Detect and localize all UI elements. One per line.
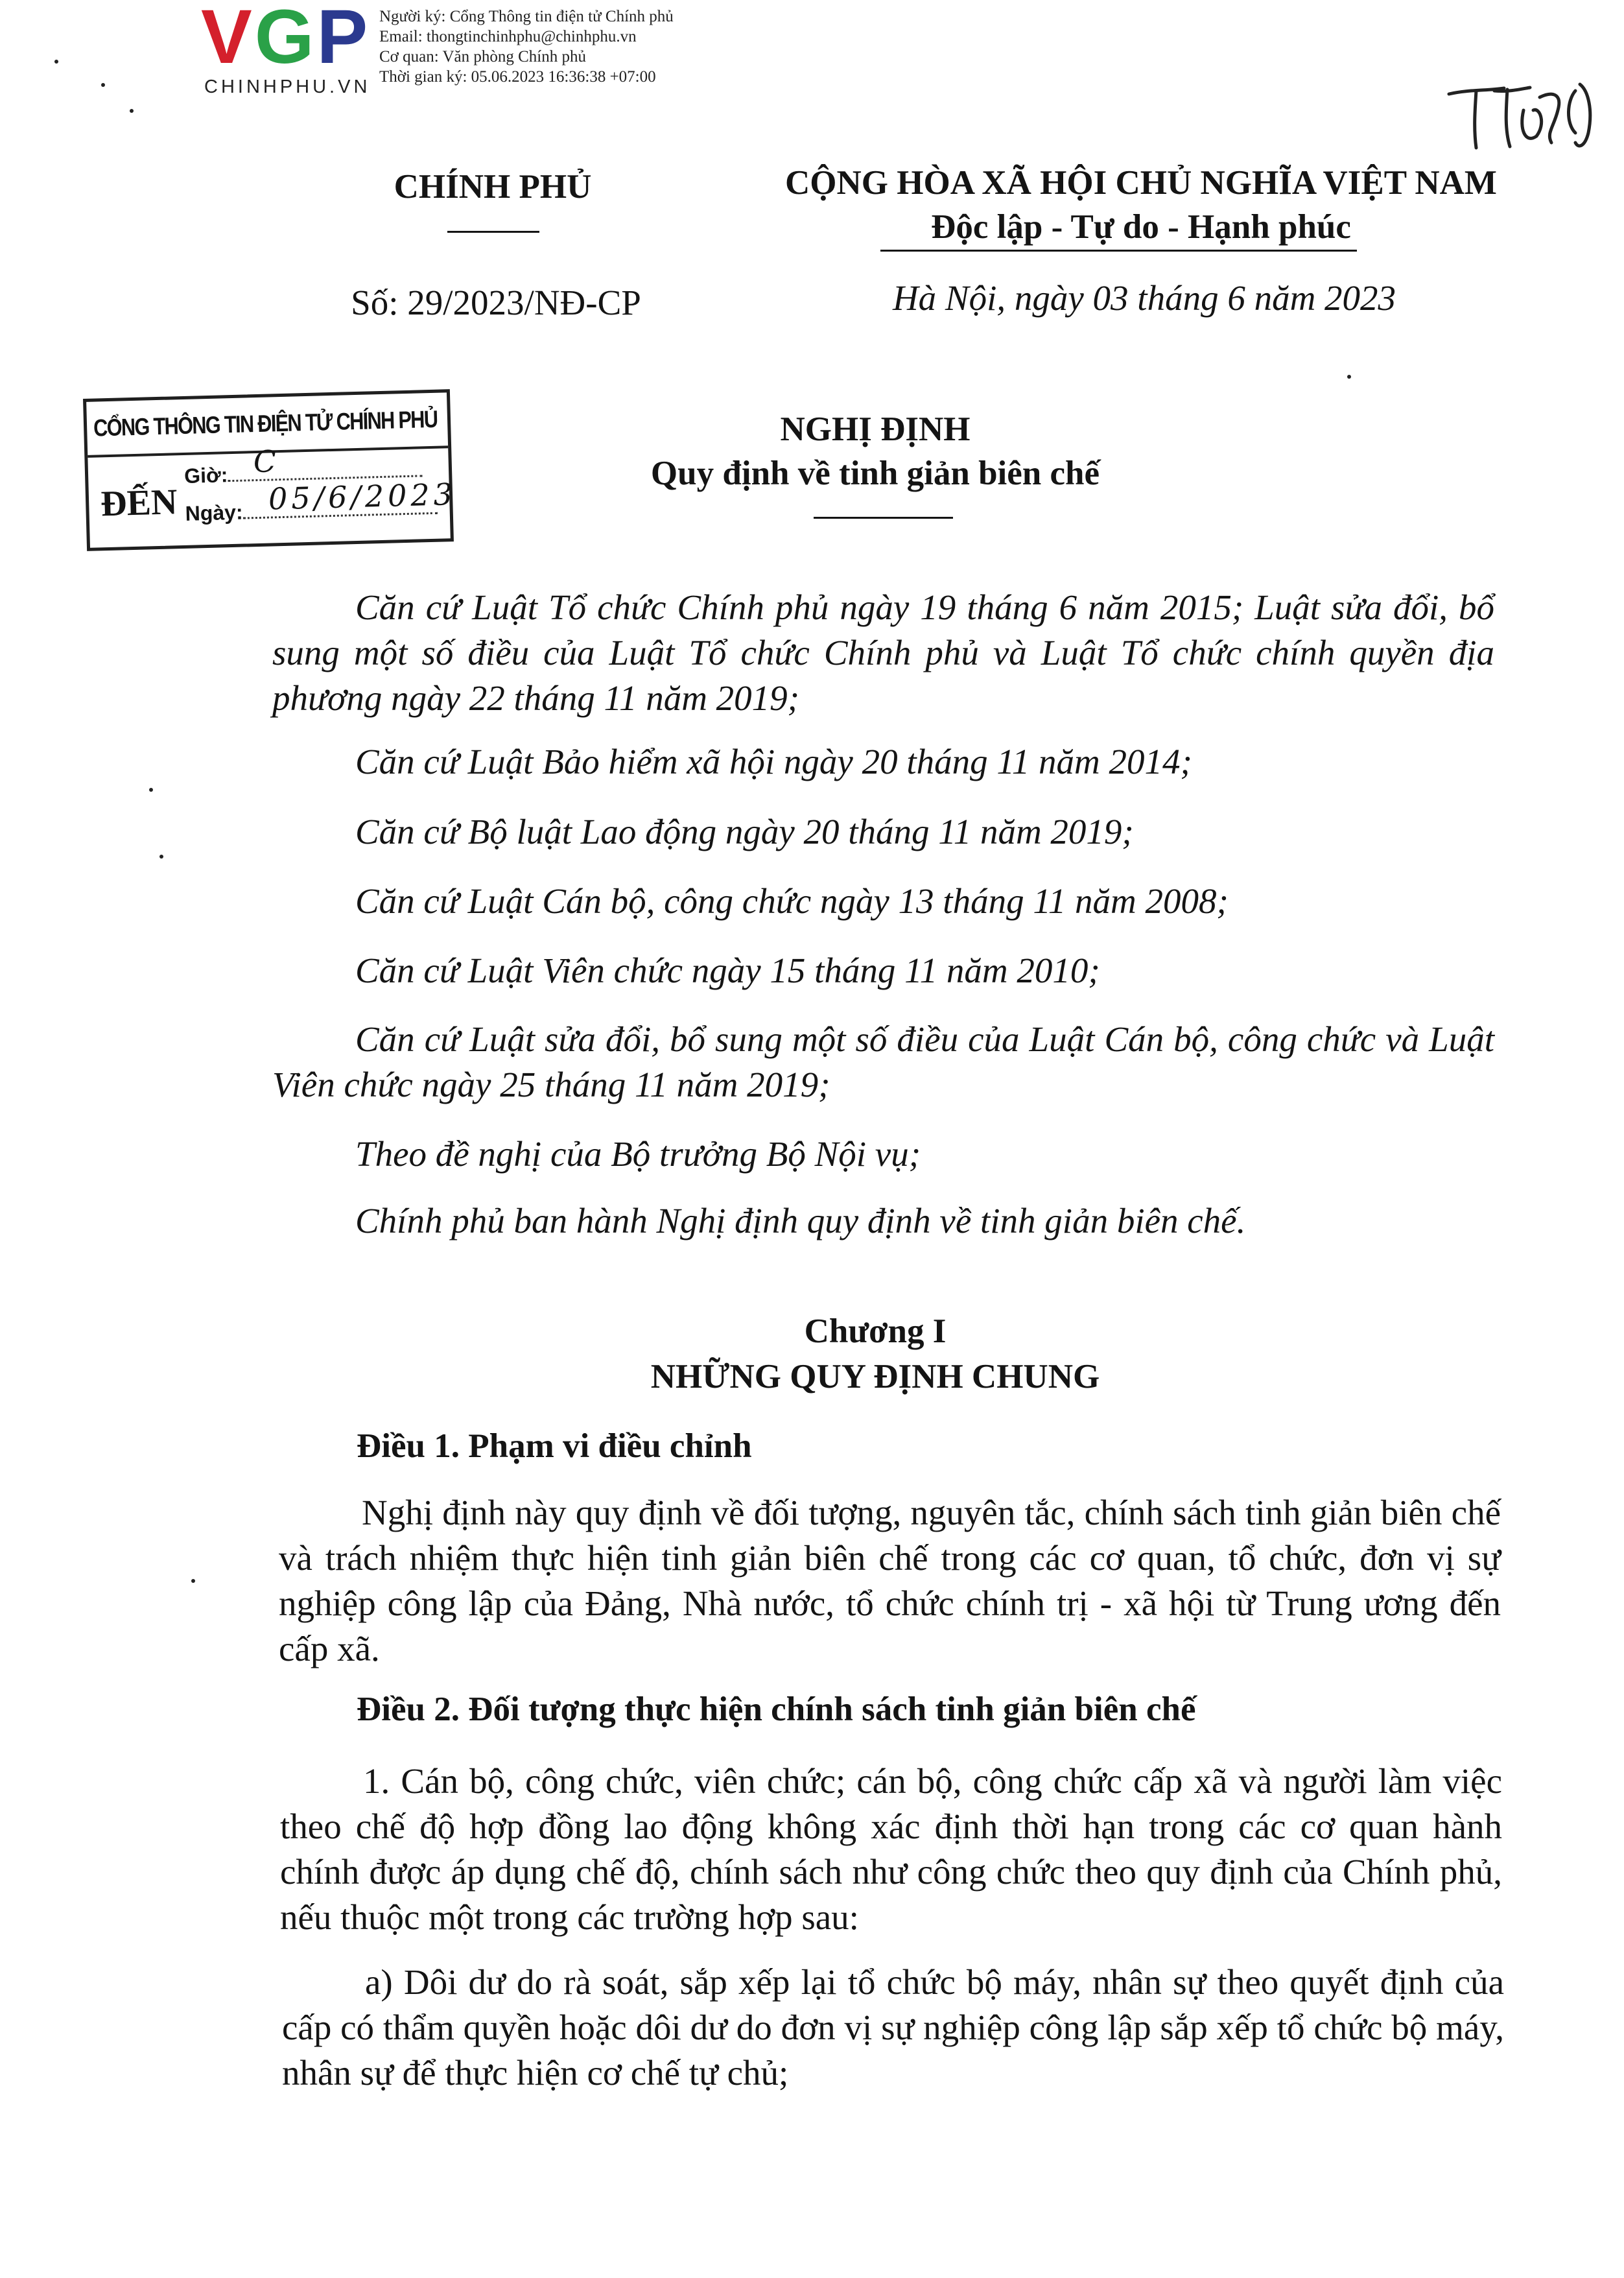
preamble-line: Căn cứ Bộ luật Lao động ngày 20 tháng 11 năm 2019;	[355, 812, 1134, 851]
scan-speck	[159, 855, 163, 859]
scan-speck	[1347, 375, 1351, 379]
stamp-hour-value: C	[253, 444, 281, 480]
decree-subject: Quy định về tinh giản biên chế	[650, 455, 1100, 492]
decree-title	[551, 407, 1199, 495]
scan-speck	[149, 788, 153, 792]
article-1-heading: Điều 1. Phạm vi điều chỉnh	[357, 1427, 752, 1465]
preamble-line: Căn cứ Luật Cán bộ, công chức ngày 13 tháng 11 năm 2008;	[355, 881, 1229, 921]
preamble-line: Căn cứ Luật Viên chức ngày 15 tháng 11 năm 2010;	[355, 951, 1100, 990]
stamp-title: CỔNG THÔNG TIN ĐIỆN TỬ CHÍNH PHỦ	[93, 405, 438, 442]
document-date: Hà Nội, ngày 03 tháng 6 năm 2023	[892, 278, 1396, 318]
vgp-logo-subtitle: CHINHPHU.VN	[204, 77, 371, 97]
motto-underline	[880, 250, 1357, 252]
decree-kind: NGHỊ ĐỊNH	[780, 410, 971, 448]
national-motto: Độc lập - Tự do - Hạnh phúc	[931, 208, 1351, 246]
preamble-line: Căn cứ Luật Bảo hiểm xã hội ngày 20 tháng 11 năm 2014;	[355, 742, 1192, 781]
signature-email: Email: thongtinchinhphu@chinhphu.vn	[379, 28, 637, 45]
nation-name: CỘNG HÒA XÃ HỘI CHỦ NGHĨA VIỆT NAM	[785, 164, 1497, 202]
stamp-den-label: ĐẾN	[100, 482, 178, 525]
national-header	[707, 161, 1575, 249]
scan-speck	[54, 60, 58, 64]
scan-speck	[130, 109, 134, 113]
preamble-line: Căn cứ Luật Tổ chức Chính phủ ngày 19 tháng 6 năm 2015; Luật sửa đổi, bổ sung một số điều của Luật Tổ chức Chính phủ và Luật Tổ chức chính quyền địa phương ngày 22 tháng 11 năm 2019;	[272, 587, 1494, 718]
received-stamp	[83, 389, 457, 551]
chapter-heading	[551, 1309, 1199, 1399]
signature-time: Thời gian ký: 05.06.2023 16:36:38 +07:00	[379, 68, 656, 86]
preamble-line: Chính phủ ban hành Nghị định quy định về tinh giản biên chế.	[355, 1201, 1246, 1240]
article-2-clause-1: 1. Cán bộ, công chức, viên chức; cán bộ, công chức cấp xã và người làm việc theo chế độ hợp đồng lao động không xác định thời hạn trong các cơ quan hành chính được áp dụng chế độ, chính sách như công chức theo quy định của Chính phủ, nếu thuộc một trong các trường hợp sau:	[280, 1761, 1502, 1937]
chapter-title: NHỮNG QUY ĐỊNH CHUNG	[650, 1358, 1100, 1395]
article-2-point-a: a) Dôi dư do rà soát, sắp xếp lại tổ chức bộ máy, nhân sự theo quyết định của cấp có thẩm quyền hoặc dôi dư do đơn vị sự nghiệp công lập sắp xếp tổ chức bộ máy, nhân sự để thực hiện cơ chế tự chủ;	[282, 1962, 1504, 2093]
preamble-line: Theo đề nghị của Bộ trưởng Bộ Nội vụ;	[355, 1134, 921, 1174]
issuing-agency: CHÍNH PHỦ	[394, 168, 592, 206]
stamp-date-label: Ngày:	[185, 500, 244, 525]
scan-speck	[101, 83, 105, 87]
signature-signer: Người ký: Cổng Thông tin điện tử Chính phủ	[379, 8, 674, 25]
preamble-line: Căn cứ Luật sửa đổi, bổ sung một số điều của Luật Cán bộ, công chức và Luật Viên chức ngày 25 tháng 11 năm 2019;	[272, 1019, 1494, 1104]
article-2-heading: Điều 2. Đối tượng thực hiện chính sách tinh giản biên chế	[357, 1691, 1196, 1728]
vgp-logo-letters: VGP	[201, 0, 371, 80]
stamp-hour-label: Giờ:	[183, 463, 228, 488]
signature-agency: Cơ quan: Văn phòng Chính phủ	[379, 48, 587, 65]
vgp-logo	[201, 0, 382, 97]
scan-speck	[191, 1579, 195, 1583]
digital-signature-block	[379, 6, 674, 87]
document-number: Số: 29/2023/NĐ-CP	[351, 283, 641, 322]
handwritten-note	[1442, 71, 1611, 156]
title-underline	[814, 517, 953, 519]
agency-underline	[447, 231, 539, 233]
stamp-date-row	[185, 476, 457, 526]
stamp-date-value: 05/6/2023	[268, 476, 457, 517]
article-1-text: Nghị định này quy định về đối tượng, nguyên tắc, chính sách tinh giản biên chế và trách nhiệm thực hiện tinh giản biên chế trong các cơ quan, tổ chức, đơn vị sự nghiệp công lập của Đảng, Nhà nước, tổ chức chính trị - xã hội từ Trung ương đến cấp xã.	[279, 1493, 1501, 1668]
chapter-number: Chương I	[804, 1312, 947, 1350]
